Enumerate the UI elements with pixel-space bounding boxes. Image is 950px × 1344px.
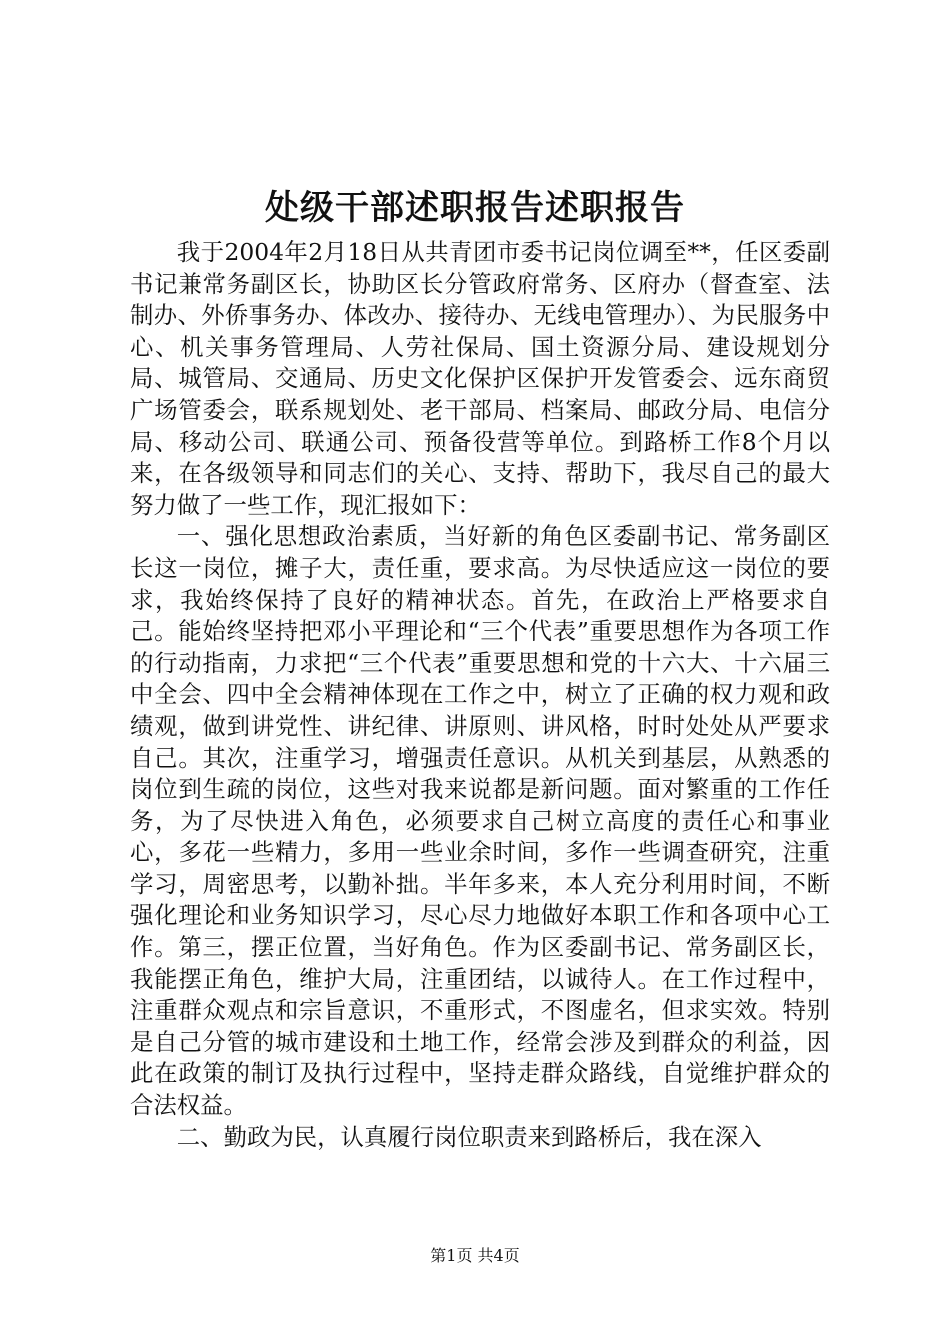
- paragraph-section-one: 一、强化思想政治素质，当好新的角色区委副书记、常务副区长这一岗位，摊子大，责任重，要求高。为尽快适应这一岗位的要求，我始终保持了良好的精神状态。首先，在政治上严格要求自己。能始终坚持把邓小平理论和“三个代表”重要思想作为各项工作的行动指南，力求把“三个代表”重要思想和党的十六大、十六届三中全会、四中全会精神体现在工作之中，树立了正确的权力观和政绩观，做到讲党性、讲纪律、讲原则、讲风格，时时处处从严要求自己。其次，注重学习，增强责任意识。从机关到基层，从熟悉的岗位到生疏的岗位，这些对我来说都是新问题。面对繁重的工作任务，为了尽快进入角色，必须要求自己树立高度的责任心和事业心，多花一些精力，多用一些业余时间，多作一些调查研究，注重学习，周密思考，以勤补拙。半年多来，本人充分利用时间，不断强化理论和业务知识学习，尽心尽力地做好本职工作和各项中心工作。第三，摆正位置，当好角色。作为区委副书记、常务副区长，我能摆正角色，维护大局，注重团结，以诚待人。在工作过程中，注重群众观点和宗旨意识，不重形式，不图虚名，但求实效。特别是自己分管的城市建设和土地工作，经常会涉及到群众的利益，因此在政策的制订及执行过程中，坚持走群众路线，自觉维护群众的合法权益。: [130, 522, 830, 1120]
- paragraph-intro: 我于2004年2月18日从共青团市委书记岗位调至**，任区委副书记兼常务副区长，协助区长分管政府常务、区府办（督查室、法制办、外侨事务办、体改办、接待办、无线电管理办）、为民服务中心、机关事务管理局、人劳社保局、国土资源分局、建设规划分局、城管局、交通局、历史文化保护区保护开发管委会、远东商贸广场管委会，联系规划处、老干部局、档案局、邮政分局、电信分局、移动公司、联通公司、预备役营等单位。到路桥工作8个月以来，在各级领导和同志们的关心、支持、帮助下，我尽自己的最大努力做了一些工作，现汇报如下：: [130, 238, 830, 519]
- paragraph-section-two: 二、勤政为民，认真履行岗位职责来到路桥后，我在深入: [176, 1122, 762, 1151]
- page-number-footer: 第1页 共4页: [430, 1246, 520, 1265]
- document-body: [130, 237, 830, 1153]
- document-title: 处级干部述职报告述职报告: [265, 188, 685, 228]
